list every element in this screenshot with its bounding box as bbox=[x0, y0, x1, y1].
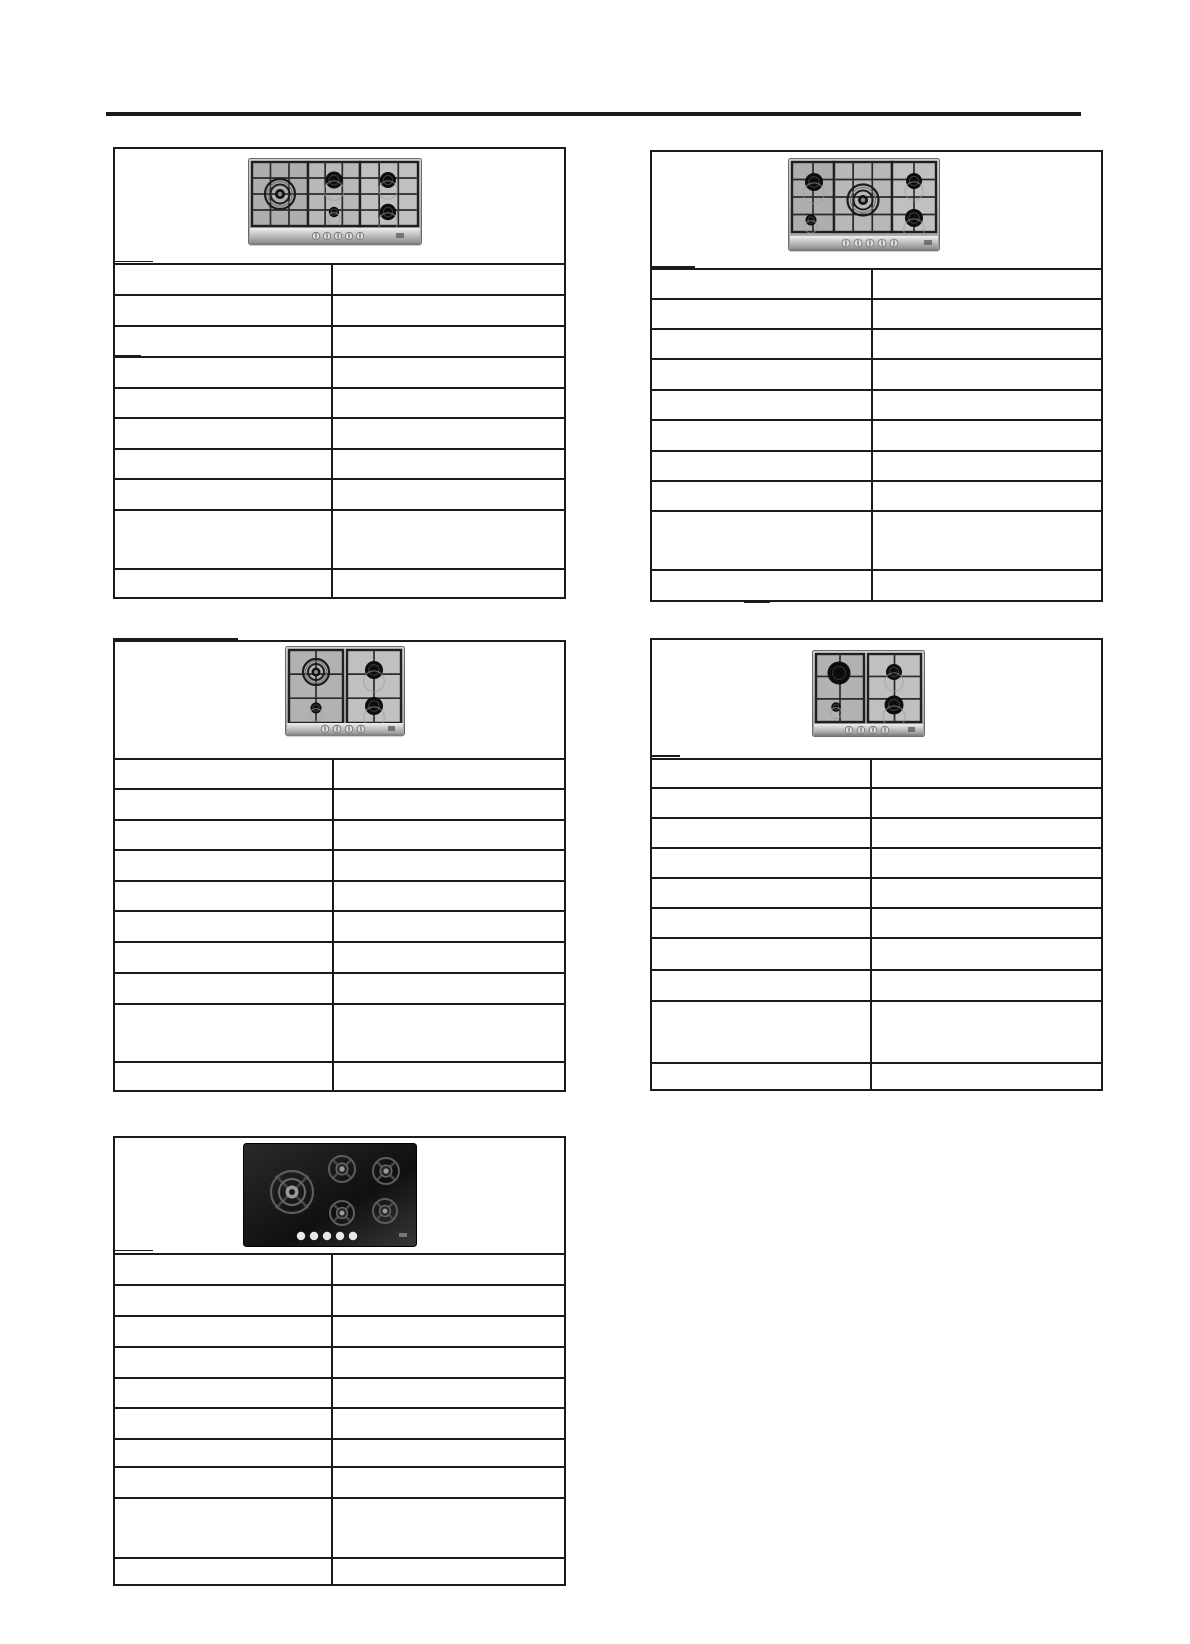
spec-value-cell bbox=[872, 849, 1101, 877]
spec-row bbox=[652, 510, 1101, 569]
spec-label-cell bbox=[652, 909, 872, 937]
spec-label-cell bbox=[652, 571, 873, 600]
spec-label-cell bbox=[115, 1440, 333, 1466]
spec-row bbox=[652, 937, 1101, 969]
spec-label-cell bbox=[115, 1499, 333, 1557]
spec-row bbox=[115, 972, 564, 1003]
product-image-cell bbox=[115, 1138, 564, 1253]
spec-row bbox=[652, 569, 1101, 600]
spec-row bbox=[115, 1284, 564, 1315]
spec-row bbox=[115, 1407, 564, 1438]
spec-label-cell bbox=[115, 1063, 334, 1090]
spec-label-cell bbox=[115, 419, 333, 448]
spec-row bbox=[115, 819, 564, 849]
spec-value-cell bbox=[333, 1379, 564, 1407]
product-image-cell bbox=[115, 149, 564, 263]
header-rule bbox=[106, 112, 1081, 116]
spec-label-cell bbox=[115, 570, 333, 597]
spec-value-cell bbox=[872, 819, 1101, 847]
spec-row bbox=[115, 1346, 564, 1377]
stainless-steel-5-burner-gas-hob-wok-left-image bbox=[248, 158, 422, 255]
spec-value-cell bbox=[333, 265, 564, 294]
spec-table-4 bbox=[650, 638, 1103, 1091]
spec-label-cell bbox=[652, 1064, 872, 1089]
spec-row bbox=[652, 1000, 1101, 1062]
spec-label-cell bbox=[115, 821, 334, 849]
spec-value-cell bbox=[333, 1559, 564, 1584]
spec-value-cell bbox=[334, 943, 564, 972]
spec-row bbox=[115, 1466, 564, 1497]
spec-label-cell bbox=[652, 391, 873, 419]
spec-value-cell bbox=[334, 821, 564, 849]
spec-row bbox=[115, 1377, 564, 1407]
spec-label-cell bbox=[652, 482, 873, 510]
spec-value-cell bbox=[873, 391, 1101, 419]
spec-value-cell bbox=[333, 1286, 564, 1315]
spec-row bbox=[115, 263, 564, 294]
spec-row bbox=[115, 478, 564, 509]
spec-row bbox=[115, 387, 564, 417]
spec-value-cell bbox=[333, 1440, 564, 1466]
spec-label-cell bbox=[652, 330, 873, 358]
spec-table-3 bbox=[113, 640, 566, 1092]
scan-artifact-mark bbox=[215, 1090, 337, 1093]
spec-label-cell bbox=[115, 1348, 333, 1377]
scan-artifact-mark bbox=[113, 355, 141, 357]
spec-value-cell bbox=[333, 570, 564, 597]
spec-label-cell bbox=[652, 512, 873, 569]
spec-label-cell bbox=[115, 974, 334, 1003]
spec-label-cell bbox=[652, 789, 872, 817]
spec-value-cell bbox=[333, 1409, 564, 1438]
spec-value-cell bbox=[334, 1063, 564, 1090]
spec-label-cell bbox=[115, 389, 333, 417]
spec-row bbox=[652, 268, 1101, 298]
spec-row bbox=[652, 758, 1101, 787]
spec-value-cell bbox=[873, 270, 1101, 298]
spec-label-cell bbox=[115, 265, 333, 294]
spec-row bbox=[652, 328, 1101, 358]
spec-label-cell bbox=[115, 1255, 333, 1284]
spec-label-cell bbox=[115, 1005, 334, 1061]
spec-row bbox=[115, 880, 564, 910]
spec-label-cell bbox=[652, 360, 873, 389]
spec-label-cell bbox=[115, 1317, 333, 1346]
spec-value-cell bbox=[873, 360, 1101, 389]
spec-table-1 bbox=[113, 147, 566, 599]
spec-label-cell bbox=[115, 1379, 333, 1407]
spec-label-cell bbox=[115, 511, 333, 568]
spec-value-cell bbox=[872, 760, 1101, 787]
spec-value-cell bbox=[333, 511, 564, 568]
spec-label-cell bbox=[652, 452, 873, 480]
spec-label-cell bbox=[115, 851, 334, 880]
spec-value-cell bbox=[333, 1499, 564, 1557]
spec-row bbox=[115, 568, 564, 597]
scan-artifact-mark bbox=[650, 755, 680, 757]
spec-value-cell bbox=[334, 760, 564, 788]
spec-table-2 bbox=[650, 150, 1103, 602]
spec-value-cell bbox=[333, 480, 564, 509]
spec-row bbox=[652, 907, 1101, 937]
spec-row bbox=[115, 1557, 564, 1584]
scan-artifact-mark bbox=[113, 261, 153, 263]
spec-label-cell bbox=[652, 300, 873, 328]
scan-artifact-mark bbox=[113, 638, 238, 640]
spec-row bbox=[652, 389, 1101, 419]
spec-row bbox=[652, 419, 1101, 450]
spec-value-cell bbox=[872, 879, 1101, 907]
spec-label-cell bbox=[652, 971, 872, 1000]
spec-label-cell bbox=[115, 882, 334, 910]
spec-label-cell bbox=[652, 819, 872, 847]
spec-value-cell bbox=[334, 1005, 564, 1061]
spec-row bbox=[652, 480, 1101, 510]
stainless-steel-4-burner-gas-hob-wok-top-left-image bbox=[285, 646, 405, 747]
scan-artifact-mark bbox=[113, 1250, 153, 1252]
spec-value-cell bbox=[333, 1348, 564, 1377]
spec-value-cell bbox=[873, 330, 1101, 358]
spec-row bbox=[652, 969, 1101, 1000]
spec-value-cell bbox=[872, 789, 1101, 817]
spec-value-cell bbox=[873, 452, 1101, 480]
spec-value-cell bbox=[872, 1064, 1101, 1089]
spec-label-cell bbox=[115, 943, 334, 972]
spec-row bbox=[652, 817, 1101, 847]
scan-artifact-mark bbox=[650, 266, 695, 268]
spec-label-cell bbox=[115, 358, 333, 387]
stainless-steel-5-burner-gas-hob-wok-center-image bbox=[788, 158, 940, 263]
spec-label-cell bbox=[115, 1559, 333, 1584]
spec-row bbox=[652, 787, 1101, 817]
spec-label-cell bbox=[115, 1409, 333, 1438]
spec-value-cell bbox=[333, 1468, 564, 1497]
spec-value-cell bbox=[872, 939, 1101, 969]
spec-label-cell bbox=[652, 939, 872, 969]
spec-row bbox=[115, 1315, 564, 1346]
spec-row bbox=[115, 417, 564, 448]
spec-value-cell bbox=[333, 450, 564, 478]
spec-row bbox=[115, 509, 564, 568]
spec-value-cell bbox=[333, 1317, 564, 1346]
spec-value-cell bbox=[872, 909, 1101, 937]
spec-value-cell bbox=[333, 358, 564, 387]
spec-row bbox=[652, 877, 1101, 907]
spec-row bbox=[115, 788, 564, 819]
spec-label-cell bbox=[652, 421, 873, 450]
spec-row bbox=[115, 849, 564, 880]
spec-value-cell bbox=[872, 971, 1101, 1000]
spec-label-cell bbox=[115, 790, 334, 819]
spec-row bbox=[115, 1061, 564, 1090]
spec-value-cell bbox=[872, 1002, 1101, 1062]
spec-value-cell bbox=[333, 1255, 564, 1284]
spec-value-cell bbox=[873, 512, 1101, 569]
spec-value-cell bbox=[333, 327, 564, 356]
spec-value-cell bbox=[334, 912, 564, 941]
spec-value-cell bbox=[873, 300, 1101, 328]
spec-label-cell bbox=[115, 912, 334, 941]
spec-value-cell bbox=[334, 882, 564, 910]
spec-label-cell bbox=[115, 1468, 333, 1497]
spec-row bbox=[652, 1062, 1101, 1089]
spec-row bbox=[115, 1497, 564, 1557]
spec-row bbox=[115, 941, 564, 972]
stainless-steel-4-burner-gas-hob-large-burner-top-left-image bbox=[812, 650, 925, 747]
spec-value-cell bbox=[873, 571, 1101, 600]
spec-label-cell bbox=[652, 879, 872, 907]
spec-row bbox=[115, 1438, 564, 1466]
spec-value-cell bbox=[333, 389, 564, 417]
spec-row bbox=[652, 450, 1101, 480]
spec-label-cell bbox=[115, 450, 333, 478]
spec-value-cell bbox=[334, 974, 564, 1003]
spec-label-cell bbox=[652, 849, 872, 877]
spec-label-cell bbox=[652, 760, 872, 787]
spec-label-cell bbox=[115, 1286, 333, 1315]
spec-row bbox=[115, 294, 564, 325]
scan-artifact-mark bbox=[744, 600, 770, 603]
spec-value-cell bbox=[334, 851, 564, 880]
spec-value-cell bbox=[873, 421, 1101, 450]
product-image-cell bbox=[652, 640, 1101, 758]
spec-row bbox=[652, 847, 1101, 877]
black-glass-5-burner-gas-hob-image bbox=[243, 1143, 417, 1247]
spec-label-cell bbox=[115, 327, 333, 356]
spec-row bbox=[652, 298, 1101, 328]
spec-label-cell bbox=[115, 480, 333, 509]
spec-value-cell bbox=[333, 296, 564, 325]
spec-label-cell bbox=[652, 1002, 872, 1062]
spec-row bbox=[115, 910, 564, 941]
spec-row bbox=[115, 758, 564, 788]
spec-row bbox=[115, 1003, 564, 1061]
product-image-cell bbox=[652, 152, 1101, 268]
spec-row bbox=[115, 1253, 564, 1284]
spec-label-cell bbox=[115, 296, 333, 325]
spec-label-cell bbox=[652, 270, 873, 298]
product-image-cell bbox=[115, 642, 564, 758]
spec-label-cell bbox=[115, 760, 334, 788]
spec-row bbox=[652, 358, 1101, 389]
spec-value-cell bbox=[873, 482, 1101, 510]
spec-value-cell bbox=[334, 790, 564, 819]
spec-value-cell bbox=[333, 419, 564, 448]
spec-row bbox=[115, 325, 564, 356]
spec-table-5 bbox=[113, 1136, 566, 1586]
spec-row bbox=[115, 448, 564, 478]
spec-row bbox=[115, 356, 564, 387]
